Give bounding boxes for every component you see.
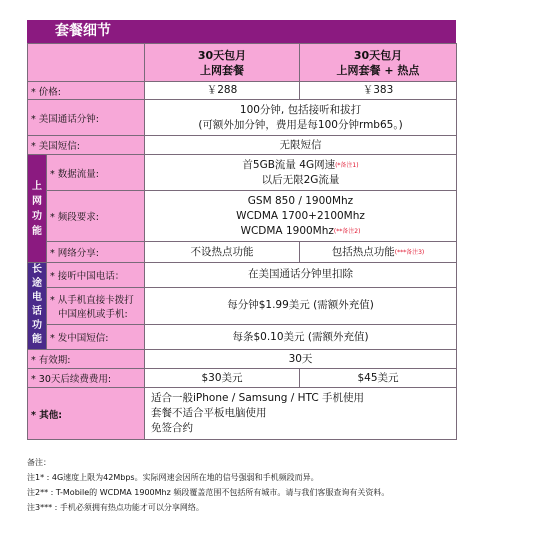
data-line1: 首5GB流量 4G网速	[242, 158, 336, 171]
freq-line1: GSM 850 / 1900Mhz	[247, 194, 354, 207]
validity-label: * 有效期:	[28, 350, 145, 369]
dial-china-label-line1: * 从手机直接卡拨打	[50, 294, 134, 306]
notes-header: 备注：	[27, 458, 51, 467]
us-minutes-line2: (可额外加分钟，费用是每100分钟rmb65。)	[198, 118, 403, 131]
us-minutes-line1: 100分钟, 包括接听和拔打	[239, 103, 362, 116]
plan-table	[27, 43, 457, 440]
us-minutes-value	[145, 100, 457, 136]
data-line2: 以后无限2G流量	[261, 173, 340, 186]
price-label: * 价格:	[28, 82, 145, 100]
data-note: (*备注1)	[335, 161, 359, 169]
dial-china-label	[47, 287, 145, 325]
plan-header-basic	[145, 44, 300, 82]
section-internet	[28, 155, 47, 263]
header-blank	[28, 44, 145, 82]
hotspot-plus-text: 包括热点功能	[331, 245, 395, 258]
plan-basic-line1: 30天包月	[197, 48, 247, 62]
section-internet-label: 上网功能	[32, 180, 42, 237]
section-longdistance	[28, 263, 47, 350]
validity-value: 30天	[145, 350, 457, 369]
us-sms-value: 无限短信	[145, 136, 457, 155]
plan-basic-line2: 上网套餐	[200, 63, 244, 77]
other-line2: 套餐不适合平板电脑使用	[151, 407, 267, 419]
answer-china-value: 在美国通话分钟里扣除	[145, 263, 457, 288]
freq-line2: WCDMA 1700+2100Mhz	[236, 209, 365, 222]
note-3: 注3*** : 手机必须拥有热点功能才可以分享网络。	[27, 503, 204, 512]
answer-china-label: * 接听中国电话：	[47, 263, 145, 288]
plan-header-hotspot	[300, 44, 457, 82]
dial-china-value: 每分钟$1.99美元 (需额外充值)	[145, 287, 457, 325]
us-sms-label: * 美国短信:	[28, 136, 145, 155]
other-value	[145, 388, 457, 440]
hotspot-plus	[300, 242, 457, 263]
hotspot-basic: 不设热点功能	[145, 242, 300, 263]
price-hotspot: ￥383	[300, 82, 457, 100]
section-longdistance-label: 长途电话功能	[32, 264, 42, 345]
renewal-hotspot: $45美元	[300, 369, 457, 388]
other-line1: 适合一般iPhone / Samsung / HTC 手机使用	[151, 392, 365, 404]
other-label: * 其他:	[28, 388, 145, 440]
footnotes	[27, 455, 527, 515]
table-title: 套餐细节	[27, 20, 456, 43]
price-basic: ￥288	[145, 82, 300, 100]
plan-hotspot-line2: 上网套餐 + 热点	[336, 63, 420, 77]
freq-note: (**备注2)	[333, 227, 361, 235]
hotspot-note: (***备注3)	[394, 248, 425, 256]
sms-china-value: 每条$0.10美元 (需额外充值)	[145, 325, 457, 350]
freq-label: * 频段要求:	[47, 191, 145, 242]
freq-line3: WCDMA 1900Mhz	[240, 224, 334, 237]
us-minutes-label: * 美国通话分钟:	[28, 100, 145, 136]
plan-details-table-container	[27, 20, 456, 440]
freq-value	[145, 191, 457, 242]
data-value	[145, 155, 457, 191]
renewal-basic: $30美元	[145, 369, 300, 388]
data-label: * 数据流量:	[47, 155, 145, 191]
renewal-label: * 30天后续费费用:	[28, 369, 145, 388]
dial-china-label-line2: 中国座机或手机:	[58, 308, 128, 320]
note-2: 注2** : T-Mobile的 WCDMA 1900Mhz 频段覆盖范围不包括所有城市。请与我们客服查询有关资料。	[27, 488, 390, 497]
hotspot-label: * 网络分享:	[47, 242, 145, 263]
sms-china-label: * 发中国短信:	[47, 325, 145, 350]
other-line3: 免签合约	[151, 422, 193, 434]
note-1: 注1* : 4G速度上限为42Mbps。实际网速会因所在地的信号强弱和手机频段而异。	[27, 473, 319, 482]
plan-hotspot-line1: 30天包月	[353, 48, 403, 62]
